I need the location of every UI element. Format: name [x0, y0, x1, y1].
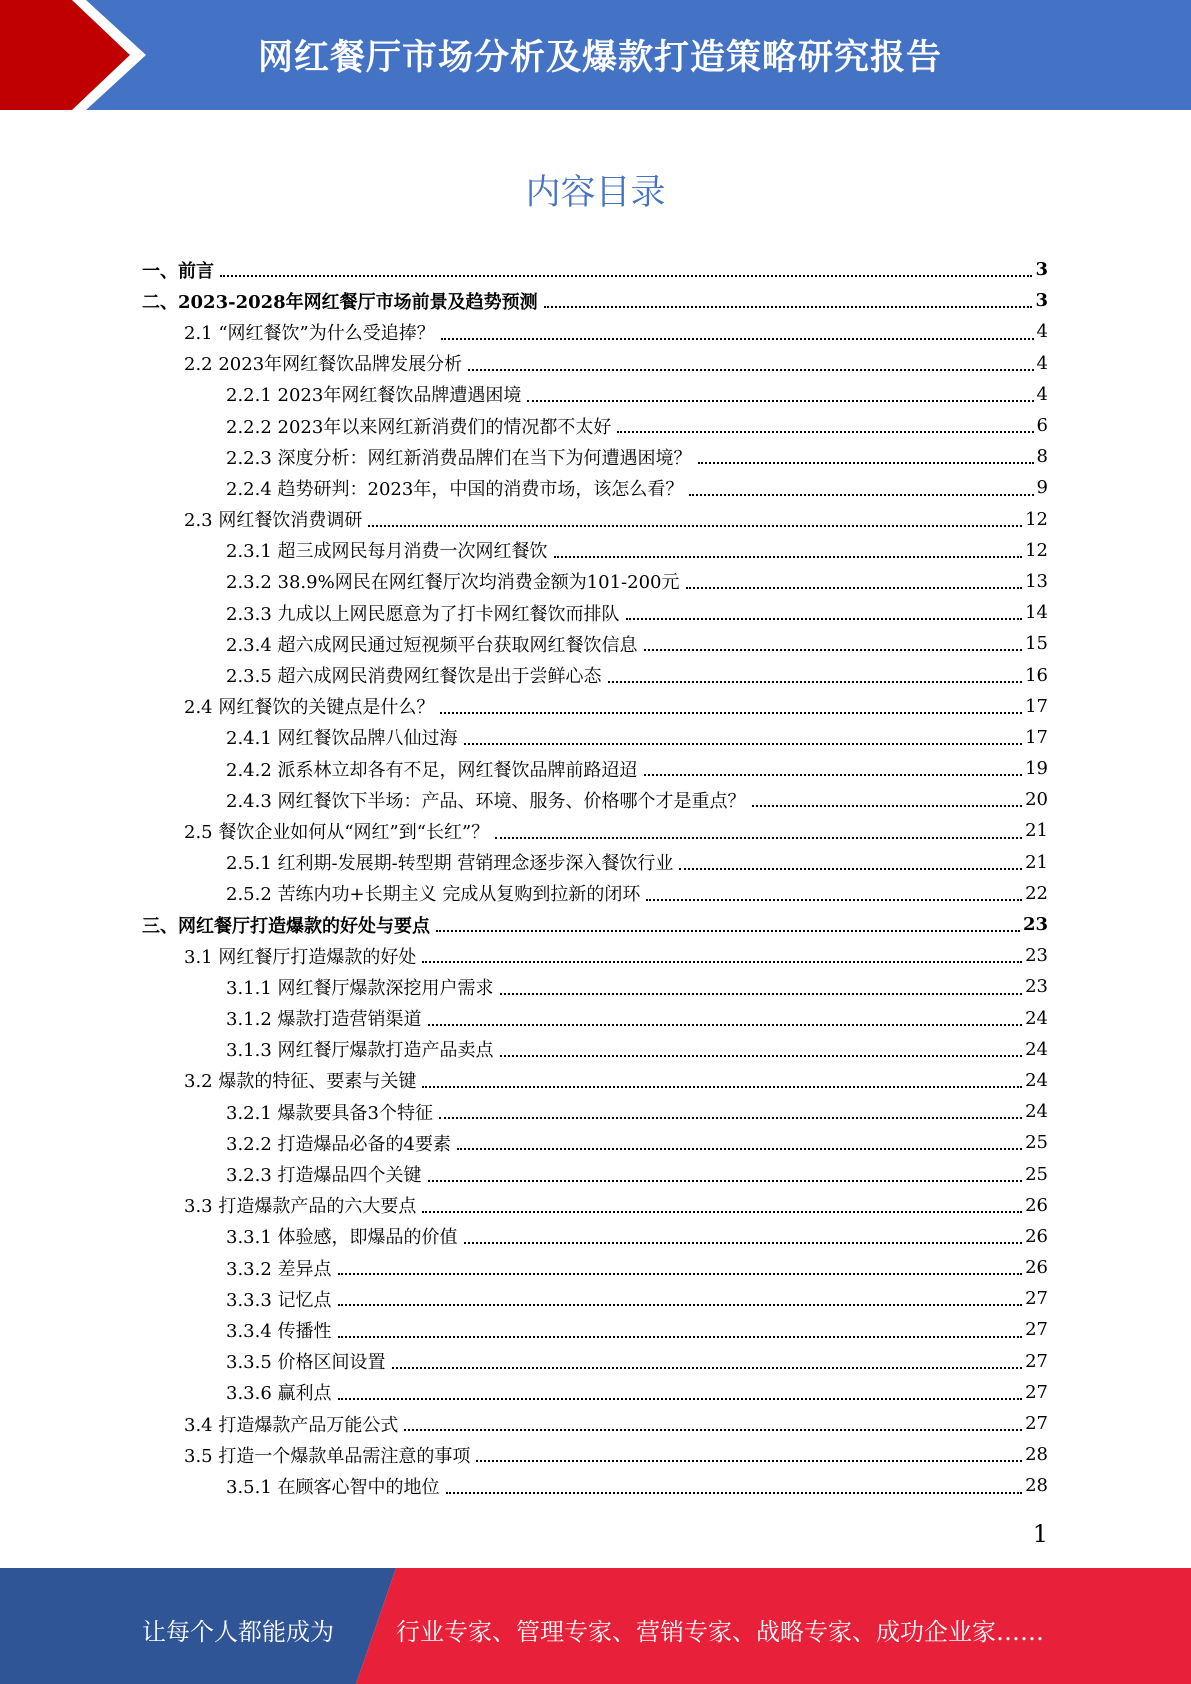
toc-entry[interactable] [142, 1377, 1048, 1408]
toc-entry[interactable] [142, 878, 1048, 909]
toc-entry-page: 4 [1036, 321, 1048, 343]
toc-entry-page: 12 [1025, 508, 1048, 530]
toc-entry[interactable] [142, 659, 1048, 690]
toc-entry-page: 8 [1036, 446, 1048, 468]
toc-entry[interactable] [142, 1096, 1048, 1127]
toc-entry[interactable] [142, 784, 1048, 815]
table-of-contents [142, 254, 1048, 1502]
toc-entry[interactable] [142, 597, 1048, 628]
toc-entry[interactable] [142, 1034, 1048, 1065]
toc-entry-title: 3.3 打造爆款产品的六大要点 [184, 1196, 417, 1218]
header-arrow-decoration [0, 0, 170, 110]
header-bar [0, 0, 1191, 110]
toc-entry-title: 3.1.1 网红餐厅爆款深挖用户需求 [226, 977, 494, 999]
toc-dot-leader [752, 805, 1023, 807]
toc-entry-title: 2.3.2 38.9%网民在网红餐厅次均消费金额为101-200元 [226, 572, 680, 594]
toc-entry-title: 2.1 “网红餐饮”为什么受追捧？ [184, 322, 435, 344]
toc-entry-title: 2.4.1 网红餐饮品牌八仙过海 [226, 728, 458, 750]
toc-entry-title: 2.2.1 2023年网红餐饮品牌遭遇困境 [226, 385, 522, 407]
toc-entry-title: 3.3.1 体验感，即爆品的价值 [226, 1227, 458, 1249]
toc-entry-page: 13 [1025, 570, 1048, 592]
toc-entry-page: 20 [1025, 789, 1048, 811]
toc-entry-title: 2.5 餐饮企业如何从“网红”到“长红”？ [184, 821, 490, 843]
toc-entry-title: 三、网红餐厅打造爆款的好处与要点 [142, 915, 430, 937]
toc-dot-leader [468, 369, 1033, 371]
toc-entry[interactable] [142, 1065, 1048, 1096]
toc-entry[interactable] [142, 1439, 1048, 1470]
toc-dot-leader [608, 681, 1023, 683]
toc-entry-title: 3.3.3 记忆点 [226, 1289, 332, 1311]
toc-dot-leader [646, 899, 1022, 901]
toc-entry-title: 3.3.2 差异点 [226, 1258, 332, 1280]
toc-dot-leader [428, 1180, 1023, 1182]
toc-entry-title: 2.4.2 派系林立却各有不足，网红餐饮品牌前路迢迢 [226, 759, 638, 781]
toc-dot-leader [439, 1117, 1022, 1119]
toc-entry[interactable] [142, 254, 1048, 285]
toc-entry[interactable] [142, 1003, 1048, 1034]
toc-entry-page: 26 [1025, 1194, 1048, 1216]
toc-dot-leader [617, 431, 1033, 433]
toc-entry[interactable] [142, 1346, 1048, 1377]
toc-entry-page: 28 [1025, 1475, 1048, 1497]
toc-entry-page: 28 [1025, 1444, 1048, 1466]
toc-dot-leader [626, 618, 1023, 620]
toc-dot-leader [422, 961, 1022, 963]
toc-dot-leader [441, 338, 1034, 340]
toc-entry-page: 19 [1025, 758, 1048, 780]
toc-entry-title: 3.3.5 价格区间设置 [226, 1352, 386, 1374]
toc-dot-leader [644, 649, 1023, 651]
toc-entry-page: 9 [1036, 477, 1048, 499]
toc-dot-leader [476, 1460, 1022, 1462]
toc-dot-leader [644, 774, 1023, 776]
toc-entry[interactable] [142, 566, 1048, 597]
toc-entry[interactable] [142, 285, 1048, 316]
toc-entry[interactable] [142, 1314, 1048, 1345]
toc-entry-page: 26 [1025, 1257, 1048, 1279]
toc-entry[interactable] [142, 1190, 1048, 1221]
toc-dot-leader [338, 1304, 1023, 1306]
toc-dot-leader [440, 712, 1022, 714]
toc-entry-page: 3 [1035, 259, 1048, 281]
toc-dot-leader [689, 494, 1033, 496]
toc-dot-leader [338, 1398, 1023, 1400]
toc-entry[interactable] [142, 1283, 1048, 1314]
toc-entry-title: 2.2 2023年网红餐饮品牌发展分析 [184, 354, 463, 376]
toc-dot-leader [422, 1086, 1022, 1088]
toc-dot-leader [495, 837, 1022, 839]
footer-slogan-left: 让每个人都能成为 [142, 1618, 334, 1646]
toc-entry[interactable] [142, 722, 1048, 753]
toc-entry[interactable] [142, 753, 1048, 784]
toc-entry-page: 24 [1025, 1069, 1048, 1091]
toc-entry[interactable] [142, 691, 1048, 722]
toc-dot-leader [500, 993, 1023, 995]
toc-entry-page: 23 [1022, 914, 1048, 936]
toc-entry-page: 24 [1025, 1007, 1048, 1029]
toc-entry[interactable] [142, 472, 1048, 503]
footer-slogan-right: 行业专家、管理专家、营销专家、战略专家、成功企业家…… [396, 1618, 1044, 1646]
toc-entry-title: 3.4 打造爆款产品万能公式 [184, 1414, 399, 1436]
toc-entry-title: 2.4 网红餐饮的关键点是什么？ [184, 697, 435, 719]
toc-entry-page: 15 [1025, 633, 1048, 655]
toc-dot-leader [464, 743, 1023, 745]
toc-entry[interactable] [142, 1408, 1048, 1439]
toc-entry-title: 二、2023-2028年网红餐厅市场前景及趋势预测 [142, 291, 538, 313]
toc-entry-page: 27 [1025, 1381, 1048, 1403]
toc-entry[interactable] [142, 379, 1048, 410]
toc-entry-title: 3.1.2 爆款打造营销渠道 [226, 1009, 422, 1031]
report-title: 网红餐厅市场分析及爆款打造策略研究报告 [257, 38, 942, 78]
toc-heading: 内容目录 [525, 173, 666, 213]
toc-entry-page: 21 [1025, 851, 1048, 873]
toc-entry-title: 一、前言 [142, 260, 214, 282]
toc-entry-page: 27 [1025, 1319, 1048, 1341]
toc-dot-leader [527, 400, 1033, 402]
toc-dot-leader [457, 1148, 1022, 1150]
toc-entry-page: 4 [1036, 383, 1048, 405]
toc-entry[interactable] [142, 909, 1048, 940]
toc-entry[interactable] [142, 847, 1048, 878]
toc-entry-page: 12 [1025, 539, 1048, 561]
toc-entry[interactable] [142, 441, 1048, 472]
toc-entry-title: 3.1.3 网红餐厅爆款打造产品卖点 [226, 1040, 494, 1062]
toc-dot-leader [500, 1055, 1023, 1057]
toc-dot-leader [544, 306, 1033, 308]
toc-entry[interactable] [142, 815, 1048, 846]
toc-dot-leader [404, 1429, 1022, 1431]
toc-entry-title: 3.2.3 打造爆品四个关键 [226, 1165, 422, 1187]
toc-entry-title: 3.3.4 传播性 [226, 1320, 332, 1342]
toc-entry-page: 23 [1025, 945, 1048, 967]
toc-entry[interactable] [142, 410, 1048, 441]
toc-entry-title: 3.5.1 在顾客心智中的地位 [226, 1476, 440, 1498]
toc-entry-page: 4 [1036, 352, 1048, 374]
toc-entry-page: 24 [1025, 1038, 1048, 1060]
toc-entry-page: 25 [1025, 1132, 1048, 1154]
toc-entry[interactable] [142, 1158, 1048, 1189]
toc-entry-title: 3.2 爆款的特征、要素与关键 [184, 1071, 417, 1093]
toc-entry-title: 2.3.1 超三成网民每月消费一次网红餐饮 [226, 541, 548, 563]
toc-dot-leader [464, 1242, 1023, 1244]
toc-entry-title: 2.3.4 超六成网民通过短视频平台获取网红餐饮信息 [226, 634, 638, 656]
toc-entry-page: 17 [1025, 695, 1048, 717]
toc-entry-page: 14 [1025, 602, 1048, 624]
toc-entry[interactable] [142, 940, 1048, 971]
toc-dot-leader [446, 1492, 1023, 1494]
toc-entry-title: 2.2.2 2023年以来网红新消费们的情况都不太好 [226, 416, 612, 438]
toc-entry-page: 16 [1025, 664, 1048, 686]
toc-entry[interactable] [142, 1221, 1048, 1252]
toc-entry-title: 3.3.6 赢利点 [226, 1383, 332, 1405]
toc-entry-page: 17 [1025, 726, 1048, 748]
toc-entry-title: 2.5.1 红利期-发展期-转型期 营销理念逐步深入餐饮行业 [226, 853, 674, 875]
toc-entry-page: 26 [1025, 1225, 1048, 1247]
toc-dot-leader [392, 1367, 1023, 1369]
toc-dot-leader [436, 930, 1020, 932]
toc-entry[interactable] [142, 628, 1048, 659]
toc-entry-title: 3.2.2 打造爆品必备的4要素 [226, 1133, 451, 1155]
toc-entry-title: 2.2.3 深度分析：网红新消费品牌们在当下为何遭遇困境？ [226, 447, 692, 469]
toc-entry-page: 27 [1025, 1350, 1048, 1372]
toc-entry[interactable] [142, 535, 1048, 566]
toc-dot-leader [338, 1336, 1023, 1338]
toc-entry-page: 25 [1025, 1163, 1048, 1185]
toc-dot-leader [338, 1273, 1023, 1275]
footer-banner [0, 1568, 1191, 1684]
toc-entry[interactable] [142, 1470, 1048, 1501]
toc-entry-page: 24 [1025, 1101, 1048, 1123]
toc-entry[interactable] [142, 971, 1048, 1002]
toc-entry[interactable] [142, 316, 1048, 347]
toc-entry-page: 27 [1025, 1288, 1048, 1310]
toc-entry-title: 3.5 打造一个爆款单品需注意的事项 [184, 1445, 471, 1467]
toc-entry[interactable] [142, 1127, 1048, 1158]
toc-dot-leader [220, 275, 1032, 277]
toc-dot-leader [368, 525, 1022, 527]
toc-dot-leader [422, 1211, 1022, 1213]
toc-entry[interactable] [142, 1252, 1048, 1283]
toc-entry-page: 27 [1025, 1413, 1048, 1435]
toc-entry-title: 2.5.2 苦练内功+长期主义 完成从复购到拉新的闭环 [226, 884, 641, 906]
toc-entry-title: 3.2.1 爆款要具备3个特征 [226, 1102, 433, 1124]
toc-entry-page: 22 [1025, 882, 1048, 904]
toc-entry-page: 3 [1035, 290, 1048, 312]
toc-dot-leader [698, 462, 1034, 464]
page-number: 1 [1032, 1520, 1048, 1548]
toc-dot-leader [686, 587, 1023, 589]
toc-entry-page: 21 [1025, 820, 1048, 842]
toc-entry-page: 6 [1036, 415, 1048, 437]
toc-entry-title: 2.3 网红餐饮消费调研 [184, 510, 363, 532]
toc-entry[interactable] [142, 348, 1048, 379]
toc-dot-leader [554, 556, 1023, 558]
toc-entry-title: 2.3.5 超六成网民消费网红餐饮是出于尝鲜心态 [226, 666, 602, 688]
toc-entry[interactable] [142, 504, 1048, 535]
toc-entry-title: 2.4.3 网红餐饮下半场：产品、环境、服务、价格哪个才是重点？ [226, 790, 746, 812]
toc-entry-title: 2.3.3 九成以上网民愿意为了打卡网红餐饮而排队 [226, 603, 620, 625]
toc-dot-leader [679, 868, 1022, 870]
toc-entry-title: 3.1 网红餐厅打造爆款的好处 [184, 946, 417, 968]
toc-entry-page: 23 [1025, 976, 1048, 998]
toc-entry-title: 2.2.4 趋势研判：2023年，中国的消费市场，该怎么看？ [226, 478, 684, 500]
toc-dot-leader [428, 1024, 1023, 1026]
